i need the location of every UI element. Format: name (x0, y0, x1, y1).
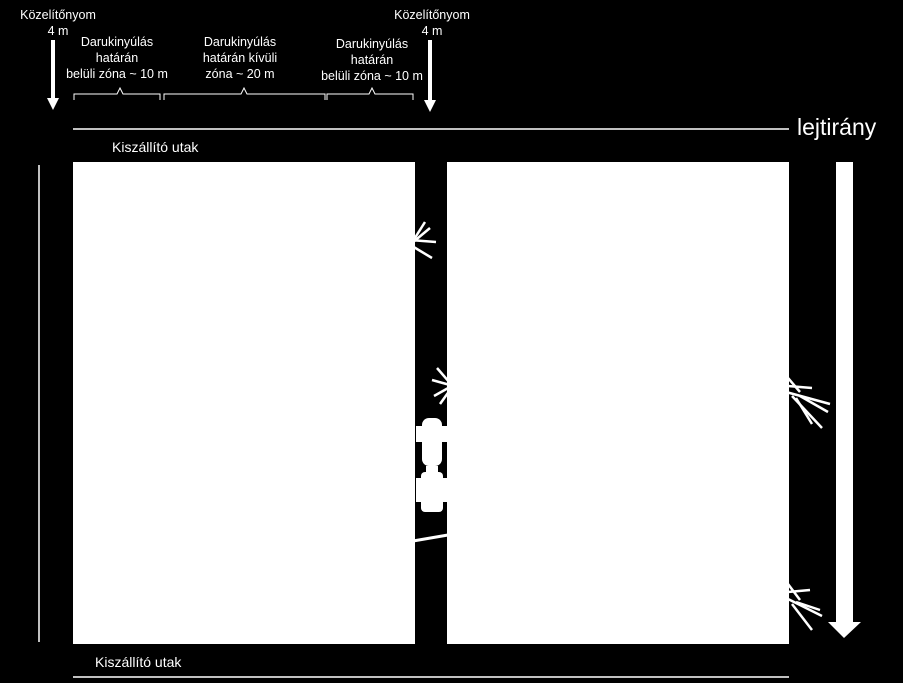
treetop-icon (786, 378, 830, 428)
approach-width-label: 4 m (47, 24, 69, 38)
treetop-icon (786, 584, 822, 630)
treetop-icon (432, 368, 450, 404)
zone-label-line: határán (350, 53, 394, 67)
approach-width-label: 4 m (421, 24, 443, 38)
approach-label-line: Közelítőnyom (20, 8, 96, 22)
zone-label-line: belüli zóna ~ 10 m (321, 69, 423, 83)
road-label-bottom: Kiszállító utak (95, 654, 182, 670)
arrow-down-icon (47, 40, 59, 110)
zone-label-line: zóna ~ 20 m (205, 67, 275, 81)
zone-brace (74, 88, 160, 100)
zone-label-line: Darukinyúlás (203, 35, 277, 49)
slope-direction-arrow-icon (828, 162, 861, 638)
zone-label-line: határán (95, 51, 139, 65)
zone-label-line: Darukinyúlás (80, 35, 154, 49)
approach-label-line: Közelítőnyom (394, 8, 470, 22)
slope-direction-label: lejtirány (797, 114, 877, 140)
zone-brace (327, 88, 413, 100)
forwarder-machine-icon (416, 418, 448, 512)
zone-label-line: határán kívüli (202, 51, 278, 65)
zone-label-line: Darukinyúlás (335, 37, 409, 51)
treetop-icon (410, 222, 436, 258)
log-line (413, 535, 448, 541)
arrow-down-icon (424, 40, 436, 112)
zone-brace (164, 88, 325, 100)
zone-label-line: belüli zóna ~ 10 m (66, 67, 168, 81)
road-label-top: Kiszállító utak (112, 139, 199, 155)
